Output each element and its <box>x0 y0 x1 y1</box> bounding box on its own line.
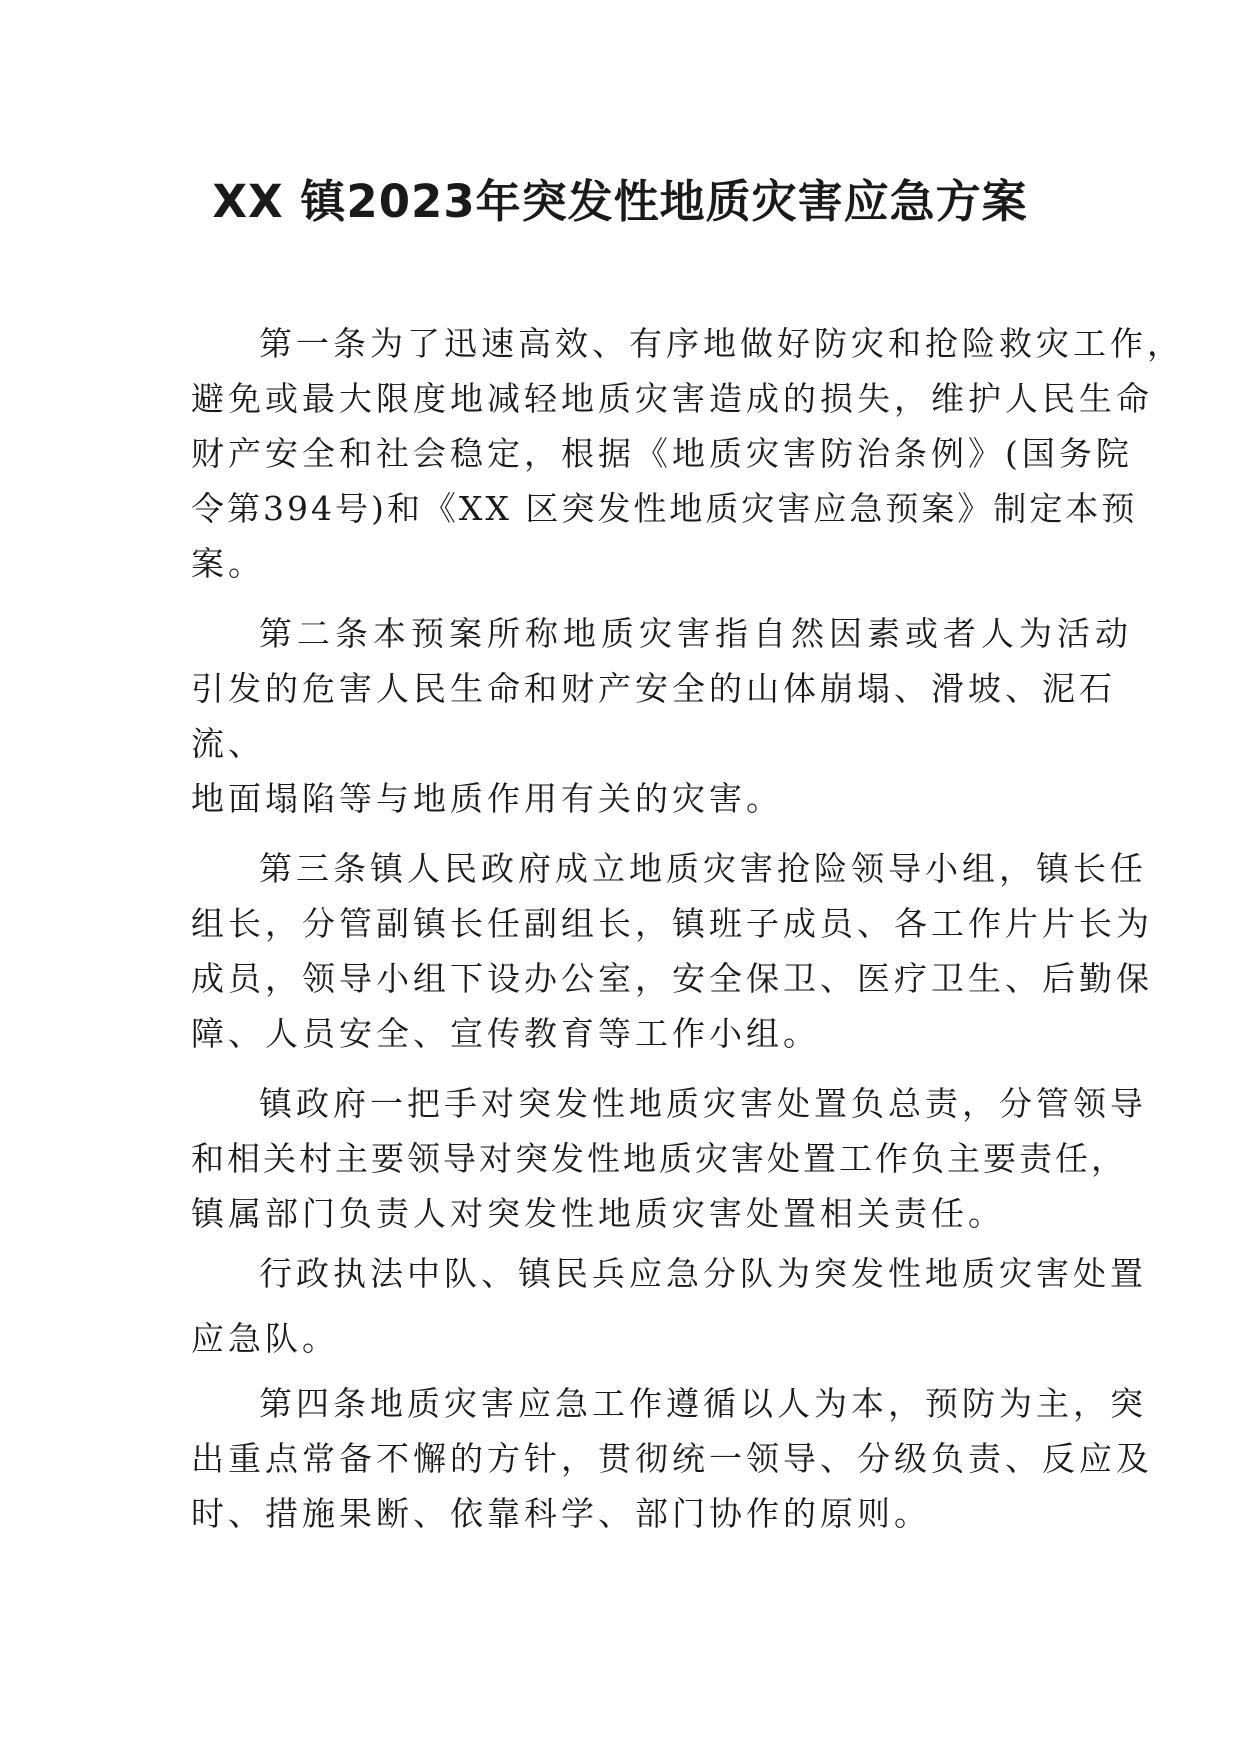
paragraph-line: 第四条地质灾害应急工作遵循以人为本，预防为主，突 <box>259 1384 1147 1423</box>
paragraph-line: 应急队。 <box>191 1319 339 1358</box>
paragraph-line: 和相关村主要领导对突发性地质灾害处置工作负主要责任， <box>191 1139 1127 1178</box>
paragraph-line: 成员，领导小组下设办公室，安全保卫、医疗卫生、后勤保 <box>191 959 1153 998</box>
paragraph-line: 流、 <box>191 724 265 763</box>
paragraph-line: 时、措施果断、依靠科学、部门协作的原则。 <box>191 1494 931 1533</box>
paragraph-line: 出重点常备不懈的方针，贯彻统一领导、分级负责、反应及 <box>191 1439 1153 1478</box>
paragraph-line: 行政执法中队、镇民兵应急分队为突发性地质灾害处置 <box>259 1254 1147 1293</box>
paragraph-line: 第二条本预案所称地质灾害指自然因素或者人为活动 <box>259 614 1133 653</box>
paragraph-line: 避免或最大限度地减轻地质灾害造成的损失，维护人民生命 <box>191 379 1153 418</box>
paragraph-line: 障、人员安全、宣传教育等工作小组。 <box>191 1014 820 1053</box>
paragraph-line: 镇政府一把手对突发性地质灾害处置负总责，分管领导 <box>259 1084 1147 1123</box>
paragraph-line: 令第394号)和《XX 区突发性地质灾害应急预案》制定本预 <box>191 489 1138 528</box>
paragraph-line: 组长，分管副镇长任副组长，镇班子成员、各工作片片长为 <box>191 904 1153 943</box>
paragraph-line: 财产安全和社会稳定，根据《地质灾害防治条例》(国务院 <box>191 434 1133 473</box>
paragraph-line: 引发的危害人民生命和财产安全的山体崩塌、滑坡、泥石 <box>191 669 1116 708</box>
paragraph-line: 地面塌陷等与地质作用有关的灾害。 <box>191 779 783 818</box>
paragraph-line: 案。 <box>191 544 265 583</box>
paragraph-line: 镇属部门负责人对突发性地质灾害处置相关责任。 <box>191 1194 1005 1233</box>
document-title: XX 镇2023年突发性地质灾害应急方案 <box>212 175 1028 228</box>
paragraph-line: 第一条为了迅速高效、有序地做好防灾和抢险救灾工作， <box>259 324 1184 363</box>
paragraph-line: 第三条镇人民政府成立地质灾害抢险领导小组，镇长任 <box>259 849 1147 888</box>
